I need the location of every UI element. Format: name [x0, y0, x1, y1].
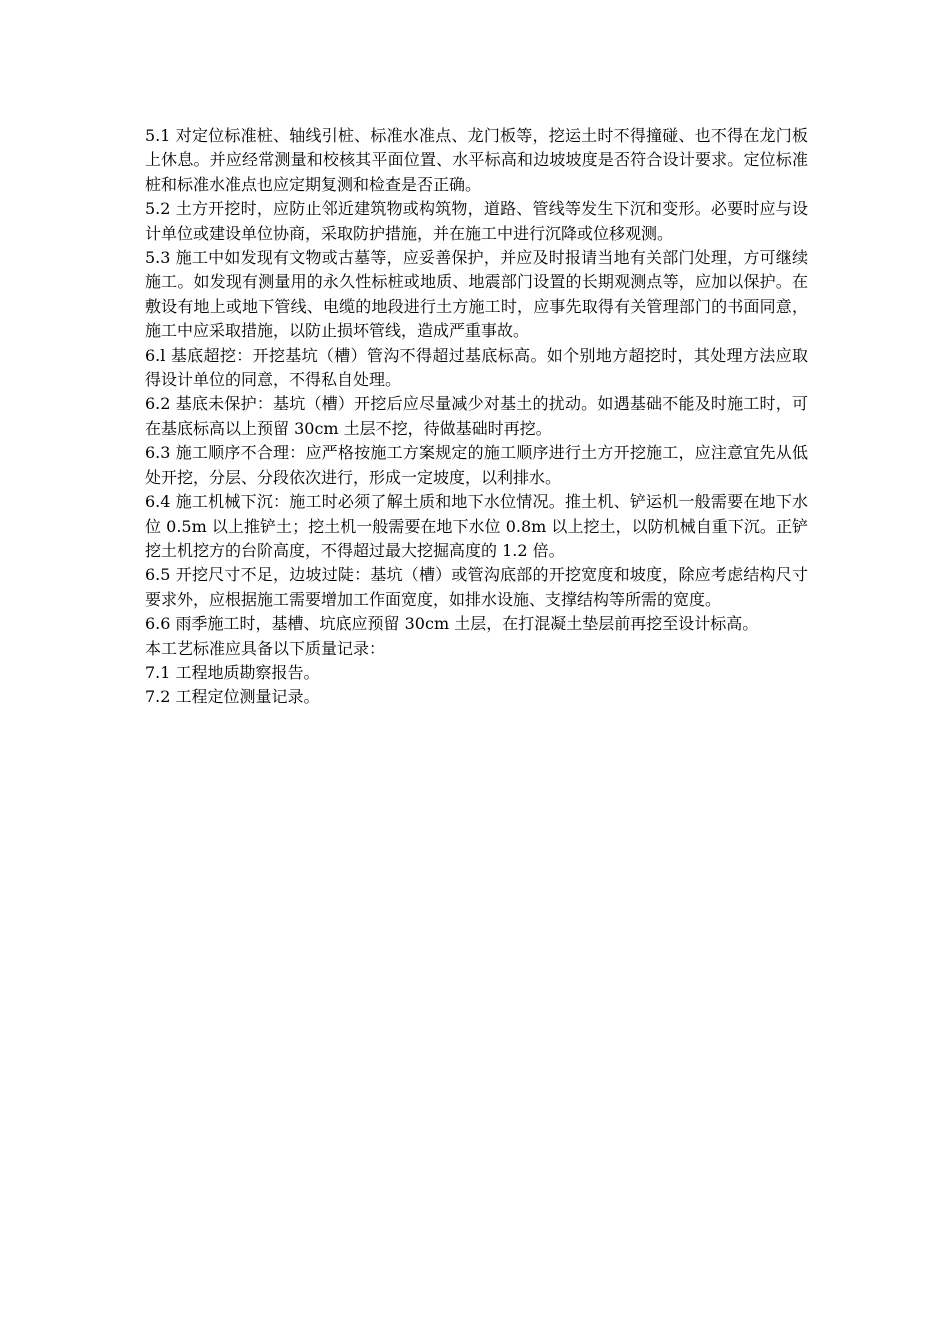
- paragraph-7-1: 7.1 工程地质勘察报告。: [145, 662, 320, 682]
- paragraph-6-4: 6.4 施工机械下沉：施工时必须了解土质和地下水位情况。推土机、铲运机一般需要在地下水位 0.5m 以上推铲土；挖土机一般需要在地下水位 0.8m 以上挖土，以防机械自重下沉。正铲挖土机挖方的台阶高度，不得超过最大挖掘高度的 1.2 倍。: [145, 492, 808, 560]
- quality-records-intro: 本工艺标准应具备以下质量记录：: [145, 638, 386, 658]
- paragraph-5-3: 5.3 施工中如发现有文物或古墓等，应妥善保护，并应及时报请当地有关部门处理，方可继续施工。如发现有测量用的永久性标桩或地质、地震部门设置的长期观测点等，应加以保护。在敷设有地上或地下管线、电缆的地段进行土方施工时，应事先取得有关管理部门的书面同意，施工中应采取措施，以防止损坏管线，造成严重事故。: [145, 248, 808, 341]
- paragraph-6-6: 6.6 雨季施工时，基槽、坑底应预留 30cm 土层，在打混凝土垫层前再挖至设计标高。: [145, 614, 759, 634]
- paragraph-7-2: 7.2 工程定位测量记录。: [145, 687, 320, 707]
- paragraph-5-1: 5.1 对定位标准桩、轴线引桩、标准水准点、龙门板等，挖运土时不得撞碰、也不得在龙门板上休息。并应经常测量和校核其平面位置、水平标高和边坡坡度是否符合设计要求。定位标准桩和标准水准点也应定期复测和检查是否正确。: [145, 126, 808, 194]
- paragraph-6-2: 6.2 基底未保护：基坑（槽）开挖后应尽量减少对基土的扰动。如遇基础不能及时施工时，可在基底标高以上预留 30cm 土层不挖，待做基础时再挖。: [145, 394, 808, 438]
- paragraph-6-5: 6.5 开挖尺寸不足，边坡过陡：基坑（槽）或管沟底部的开挖宽度和坡度，除应考虑结构尺寸要求外，应根据施工需要增加工作面宽度，如排水设施、支撑结构等所需的宽度。: [145, 565, 808, 609]
- paragraph-6-3: 6.3 施工顺序不合理：应严格按施工方案规定的施工顺序进行土方开挖施工，应注意宜先从低处开挖，分层、分段依次进行，形成一定坡度，以利排水。: [145, 443, 808, 487]
- paragraph-6-1: 6.l 基底超挖：开挖基坑（槽）管沟不得超过基底标高。如个别地方超挖时，其处理方法应取得设计单位的同意，不得私自处理。: [145, 345, 808, 390]
- document-body: [145, 124, 808, 710]
- paragraph-5-2: 5.2 土方开挖时，应防止邻近建筑物或构筑物，道路、管线等发生下沉和变形。必要时应与设计单位或建设单位协商，采取防护措施，并在施工中进行沉降或位移观测。: [145, 199, 808, 243]
